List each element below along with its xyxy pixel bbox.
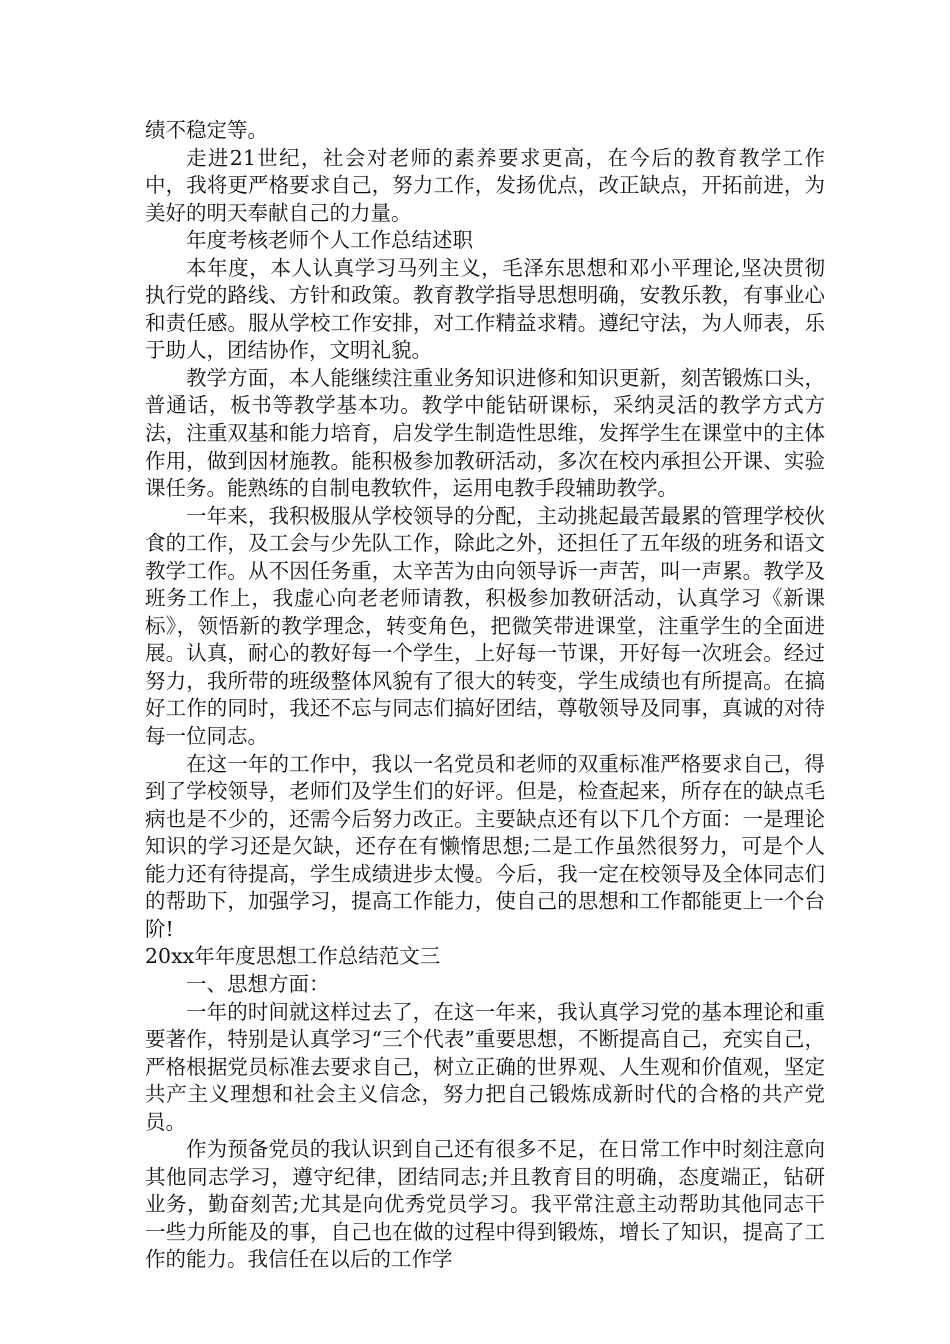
subheading-ideology: 一、思想方面： — [186, 971, 330, 996]
paragraph-party-study: 一年的时间就这样过去了，在这一年来，我认真学习党的基本理论和重要著作，特别是认真学习“三个代表”重要思想，不断提高自己，充实自己，严格根据党员标准去要求自己，树立正确的世界观、人生观和价值观，坚定共产主义理想和社会主义信念，努力把自己锻炼成新时代的合格的共产党员。 — [145, 999, 825, 1134]
paragraph-closing-pledge: 走进21世纪，社会对老师的素养要求更高，在今后的教育教学工作中，我将更严格要求自己，努力工作，发扬优点，改正缺点，开拓前进，为美好的明天奉献自己的力量。 — [145, 145, 825, 225]
document-page — [145, 117, 825, 1274]
paragraph-year-work: 一年来，我积极服从学校领导的分配，主动挑起最苦最累的管理学校伙食的工作，及工会与少先队工作，除此之外，还担任了五年级的班务和语文教学工作。从不因任务重，太辛苦为由向领导诉一声苦，叫一声累。教学及班务工作上，我虚心向老老师请教，积极参加教研活动，认真学习《新课标》，领悟新的教学理念，转变角色，把微笑带进课堂，注重学生的全面进展。认真，耐心的教好每一个学生，上好每一节课，开好每一次班会。经过努力，我所带的班级整体风貌有了很大的转变，学生成绩也有所提高。在搞好工作的同时，我还不忘与同志们搞好团结，尊敬领导及同事，真诚的对待每一位同志。 — [145, 503, 825, 749]
section-title-annual-review: 年度考核老师个人工作总结述职 — [186, 228, 473, 253]
paragraph-probationary-member: 作为预备党员的我认识到自己还有很多不足，在日常工作中时刻注意向其他同志学习，遵守纪律，团结同志;并且教育目的明确，态度端正，钻研业务，勤奋刻苦;尤其是向优秀党员学习。我平常注意主动帮助其他同志干一些力所能及的事，自己也在做的过程中得到锻炼，增长了知识，提高了工作的能力。我信任在以后的工作学 — [145, 1137, 825, 1272]
paragraph-continuation: 绩不稳定等。 — [145, 118, 268, 142]
paragraph-teaching: 教学方面，本人能继续注重业务知识进修和知识更新，刻苦锻炼口头，普通话，板书等教学基本功。教学中能钻研课标，采纳灵活的教学方式方法，注重双基和能力培育，启发学生制造性思维，发挥学生在课堂中的主体作用，做到因材施教。能积极参加教研活动，多次在校内承担公开课、实验课任务。能熟练的自制电教软件，运用电教手段辅助教学。 — [145, 365, 825, 501]
paragraph-shortcomings: 在这一年的工作中，我以一名党员和老师的双重标准严格要求自己，得到了学校领导，老师们及学生们的好评。但是，检查起来，所存在的缺点毛病也是不少的，还需今后努力改正。主要缺点还有以下几个方面：一是理论知识的学习还是欠缺，还存在有懒惰思想;二是工作虽然很努力，可是个人能力还有待提高，学生成绩进步太慢。今后，我一定在校领导及全体同志们的帮助下，加强学习，提高工作能力，使自己的思想和工作都能更上一个台阶! — [145, 751, 825, 941]
paragraph-political-study: 本年度，本人认真学习马列主义，毛泽东思想和邓小平理论,坚决贯彻执行党的路线、方针和政策。教育教学指导思想明确，安教乐教，有事业心和责任感。服从学校工作安排，对工作精益求精。遵纪守法，为人师表，乐于助人，团结协作，文明礼貌。 — [145, 255, 825, 363]
section-title-sample-three: 20xx年年度思想工作总结范文三 — [145, 944, 441, 969]
